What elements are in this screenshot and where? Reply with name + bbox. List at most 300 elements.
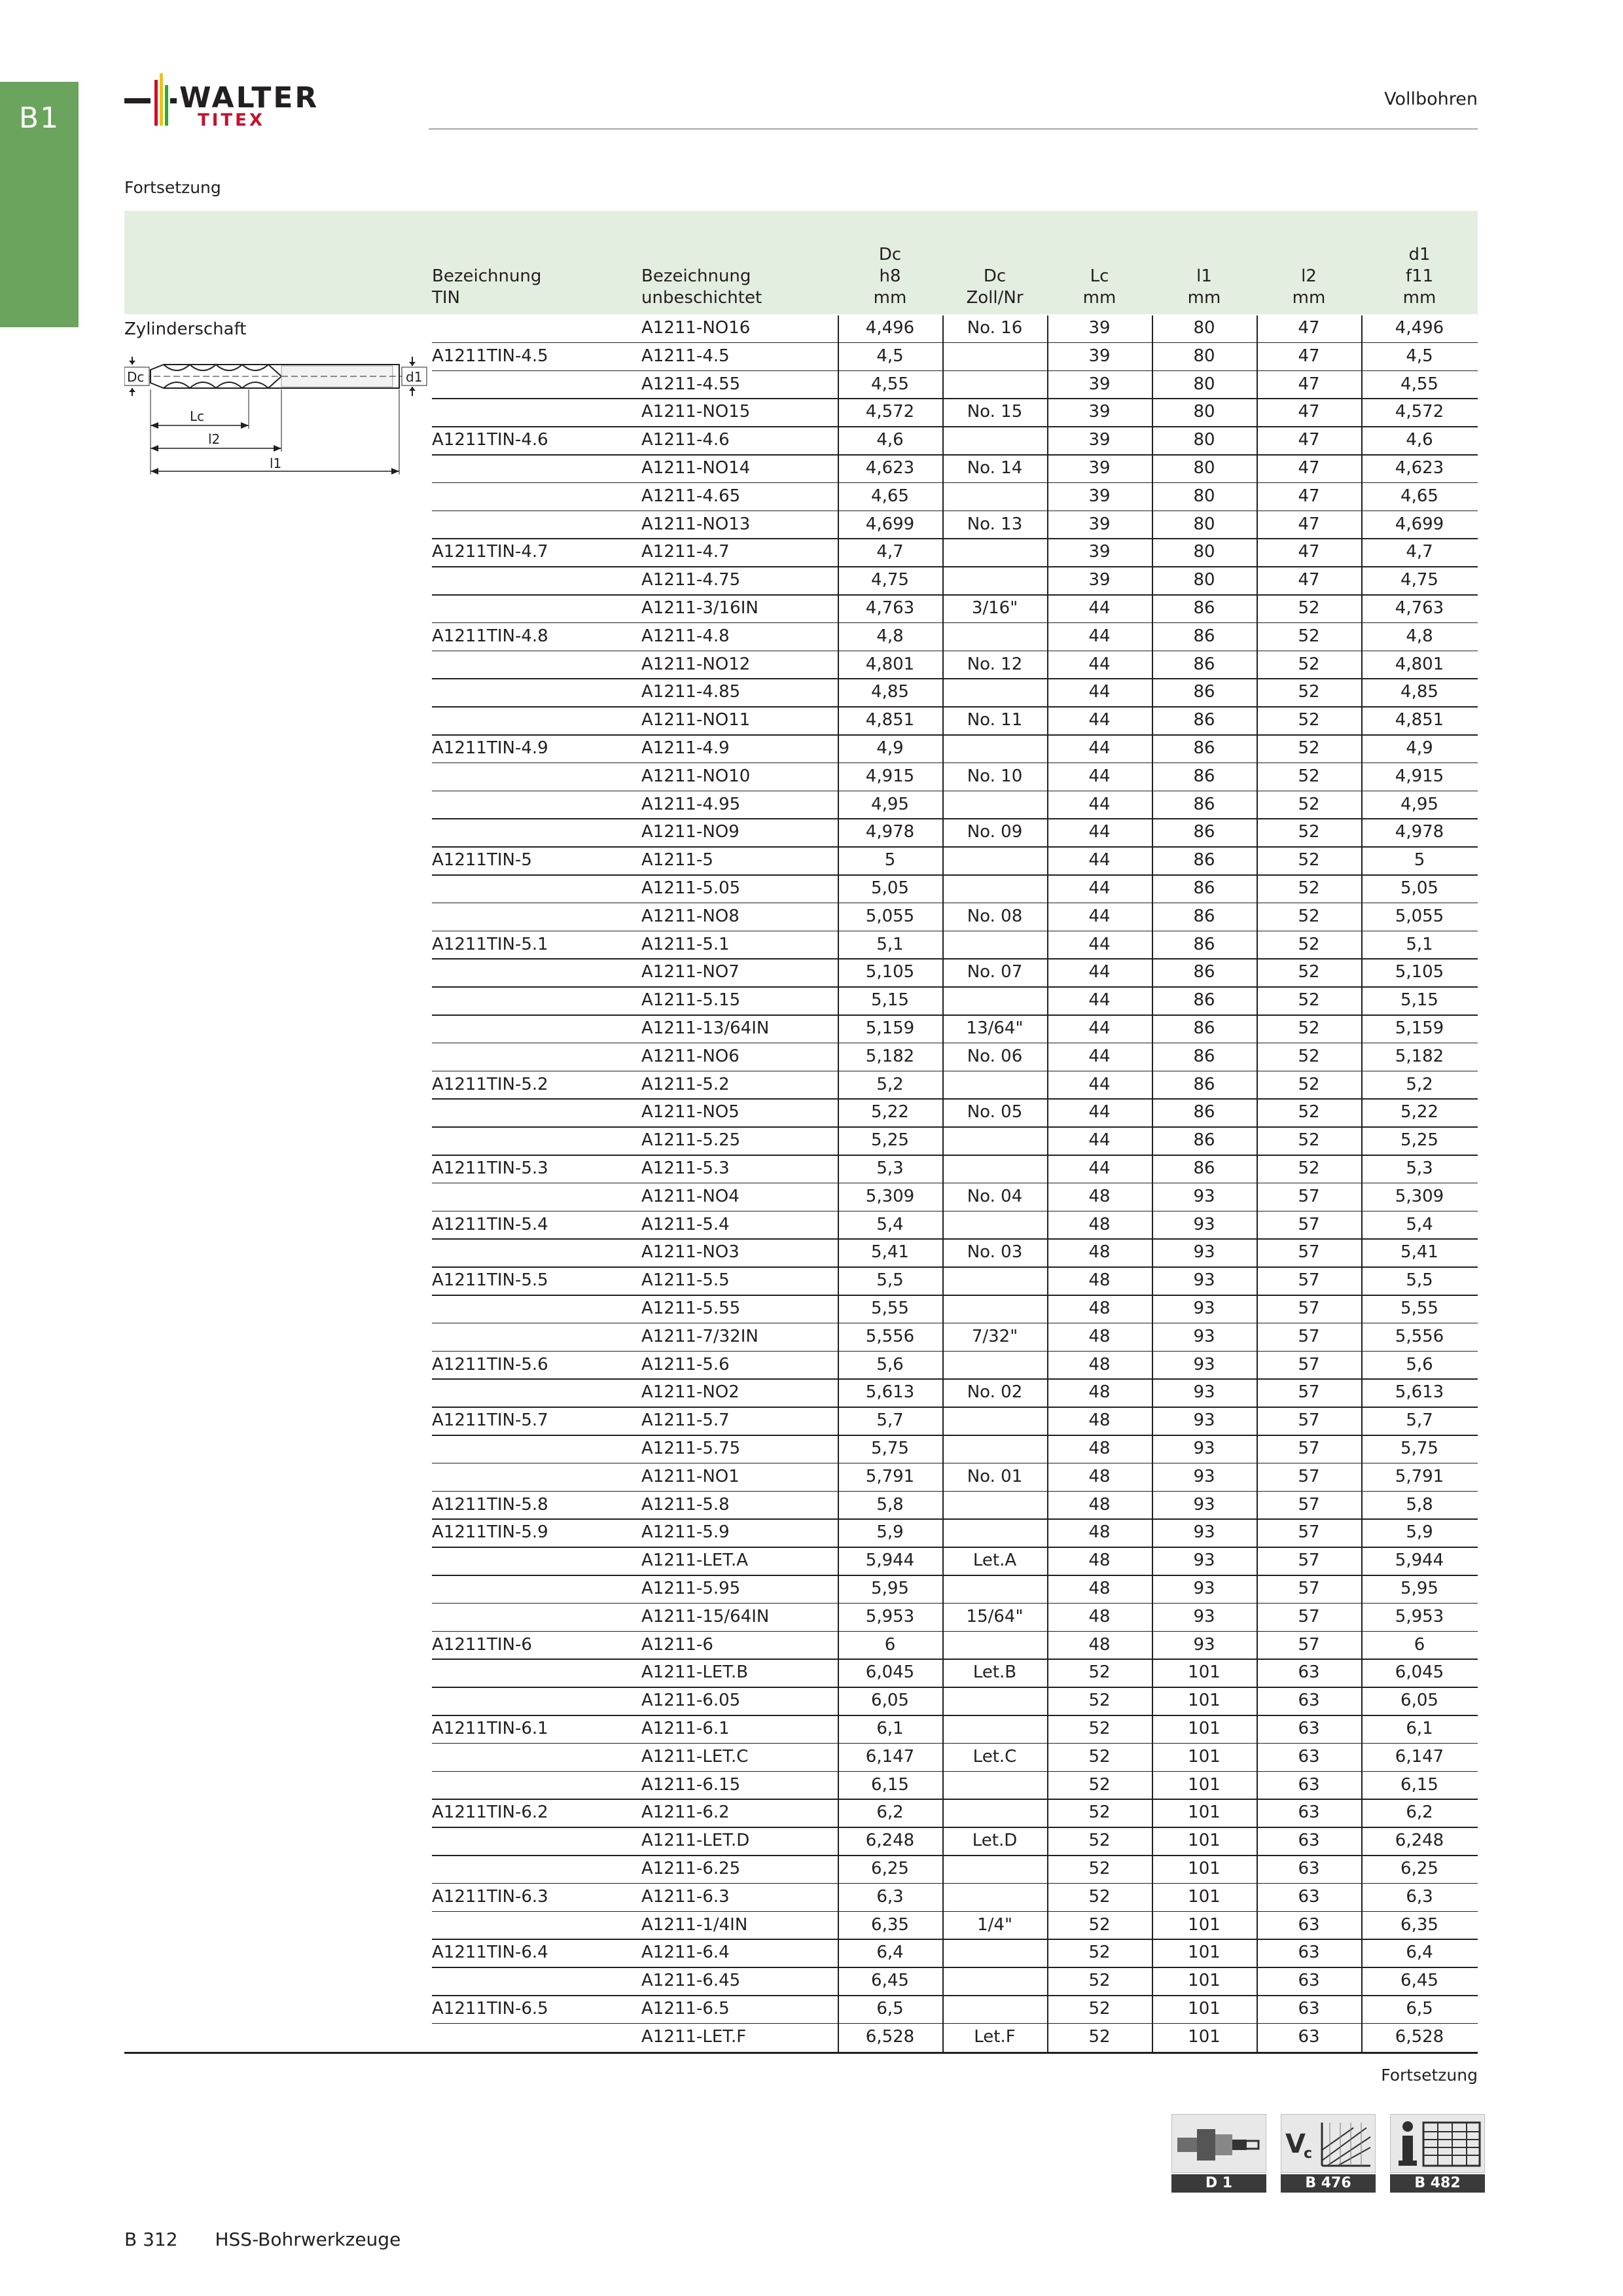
cell-lc: 52 <box>1088 1859 1111 1878</box>
row-rule <box>432 1631 1478 1632</box>
table-row <box>124 1351 1478 1379</box>
cell-dc-h8: 4,572 <box>865 402 915 422</box>
row-rule <box>432 678 1478 679</box>
cell-tin <box>432 1295 628 1322</box>
drawing-label-dc: Dc <box>127 369 145 385</box>
table-row <box>124 398 1478 426</box>
cell-uncoated: A1211-6.4 <box>641 1943 730 1963</box>
table-row <box>124 1378 1478 1407</box>
header-l2: l2 mm <box>1292 266 1326 308</box>
cell-l1: 80 <box>1193 570 1215 590</box>
row-rule <box>432 1463 1478 1464</box>
cell-dc-zoll <box>942 1295 1047 1322</box>
drawing-label-d1: d1 <box>406 369 423 385</box>
cell-l1: 80 <box>1193 346 1215 366</box>
cell-l1: 93 <box>1193 1382 1215 1403</box>
row-rule <box>432 1014 1478 1016</box>
cell-d1-f11: 5,791 <box>1395 1466 1444 1486</box>
cell-uncoated: A1211-5.95 <box>641 1579 741 1598</box>
cell-lc: 52 <box>1088 1774 1111 1795</box>
cell-d1-f11: 5,55 <box>1400 1299 1438 1318</box>
cell-l2: 52 <box>1298 1018 1320 1038</box>
cell-dc-zoll <box>942 1126 1047 1154</box>
cell-l1: 101 <box>1188 1831 1221 1851</box>
cell-dc-h8: 5,5 <box>876 1270 904 1291</box>
cell-uncoated: A1211-5.8 <box>641 1494 730 1515</box>
row-rule <box>432 622 1478 624</box>
cell-lc: 48 <box>1088 1214 1111 1234</box>
reference-label: B 482 <box>1390 2174 1485 2193</box>
cell-l1: 93 <box>1193 1466 1215 1486</box>
table-row <box>124 1491 1478 1519</box>
cell-dc-h8: 4,55 <box>871 374 909 394</box>
cell-d1-f11: 5,8 <box>1406 1494 1433 1515</box>
cell-lc: 44 <box>1088 626 1111 646</box>
cell-l2: 52 <box>1298 906 1320 926</box>
cell-lc: 39 <box>1088 458 1111 478</box>
cell-d1-f11: 5,182 <box>1395 1046 1444 1066</box>
cell-tin <box>432 678 628 706</box>
cell-dc-h8: 6 <box>884 1634 896 1655</box>
table-row <box>124 1603 1478 1631</box>
cell-tin <box>432 1323 628 1350</box>
cell-tin <box>432 791 628 818</box>
cell-lc: 48 <box>1088 1522 1111 1543</box>
cell-l1: 86 <box>1193 766 1215 786</box>
table-row <box>124 706 1478 734</box>
row-rule <box>432 1659 1478 1660</box>
cell-l1: 101 <box>1188 1774 1221 1795</box>
cell-tin <box>432 594 628 622</box>
cell-d1-f11: 6,045 <box>1395 1662 1444 1683</box>
cell-dc-h8: 6,25 <box>871 1859 909 1878</box>
cell-lc: 44 <box>1088 990 1111 1011</box>
table-row <box>124 1295 1478 1323</box>
cell-lc: 48 <box>1088 1299 1111 1318</box>
row-rule <box>432 1518 1478 1520</box>
cell-d1-f11: 5,105 <box>1395 962 1444 982</box>
cell-lc: 52 <box>1088 1999 1111 2018</box>
cell-lc: 44 <box>1088 822 1111 842</box>
cell-tin <box>432 2023 628 2051</box>
cell-dc-zoll <box>942 1518 1047 1546</box>
cell-l2: 57 <box>1298 1606 1320 1626</box>
chapter-tab-label: B1 <box>18 101 60 135</box>
cell-lc: 39 <box>1088 486 1111 506</box>
cell-tin <box>432 1547 628 1574</box>
cell-tin: A1211TIN-5.8 <box>432 1494 548 1515</box>
table-row <box>124 1098 1478 1126</box>
cell-lc: 52 <box>1088 1719 1111 1738</box>
row-rule <box>432 1911 1478 1912</box>
cell-l2: 57 <box>1298 1326 1320 1346</box>
cell-uncoated: A1211-5.1 <box>641 934 730 954</box>
cell-dc-h8: 5,3 <box>876 1158 904 1178</box>
cell-dc-h8: 4,978 <box>865 822 915 842</box>
cell-d1-f11: 5,25 <box>1400 1130 1438 1151</box>
reference-link-b476[interactable] <box>1281 2114 1376 2193</box>
cell-l2: 63 <box>1298 2026 1320 2047</box>
cell-uncoated: A1211-5.2 <box>641 1074 730 1094</box>
cell-uncoated: A1211-5.55 <box>641 1299 741 1318</box>
cell-uncoated: A1211-6.1 <box>641 1719 730 1738</box>
cell-dc-zoll: 1/4" <box>977 1914 1012 1935</box>
cell-dc-zoll <box>942 1407 1047 1434</box>
cell-l1: 80 <box>1193 514 1215 534</box>
cell-dc-zoll <box>942 370 1047 398</box>
cell-uncoated: A1211-6.45 <box>641 1971 741 1991</box>
cell-dc-h8: 4,65 <box>871 486 909 506</box>
cell-tin: A1211TIN-5 <box>432 850 532 870</box>
cell-dc-h8: 4,699 <box>865 514 915 534</box>
cell-d1-f11: 6,3 <box>1406 1886 1433 1907</box>
cell-dc-zoll <box>942 1855 1047 1882</box>
cell-l1: 86 <box>1193 1102 1215 1122</box>
cell-lc: 48 <box>1088 1551 1111 1571</box>
cell-lc: 44 <box>1088 766 1111 786</box>
cell-dc-h8: 6,5 <box>876 1999 904 2018</box>
cell-l1: 93 <box>1193 1634 1215 1655</box>
cell-tin <box>432 314 628 342</box>
drawing-label-l1: l1 <box>270 456 282 471</box>
cell-lc: 39 <box>1088 542 1111 562</box>
cell-uncoated: A1211-NO2 <box>641 1382 740 1403</box>
cell-dc-h8: 4,801 <box>865 654 915 674</box>
cell-tin <box>432 1463 628 1490</box>
table-row <box>124 1323 1478 1351</box>
cell-d1-f11: 5,3 <box>1406 1158 1433 1178</box>
cell-l2: 47 <box>1298 402 1320 422</box>
cell-l2: 57 <box>1298 1466 1320 1486</box>
cell-d1-f11: 4,95 <box>1400 794 1438 814</box>
cell-l1: 80 <box>1193 542 1215 562</box>
cell-uncoated: A1211-5.05 <box>641 878 741 898</box>
row-rule <box>432 1295 1478 1296</box>
row-rule <box>432 1071 1478 1072</box>
cell-tin: A1211TIN-4.7 <box>432 542 548 562</box>
cell-l2: 57 <box>1298 1214 1320 1234</box>
column-divider <box>1361 315 1363 2053</box>
table-row <box>124 1183 1478 1211</box>
cell-l2: 52 <box>1298 878 1320 898</box>
cell-l2: 52 <box>1298 766 1320 786</box>
cell-uncoated: A1211-4.55 <box>641 374 741 394</box>
cell-uncoated: A1211-NO7 <box>641 962 740 982</box>
cell-uncoated: A1211-15/64IN <box>641 1606 770 1626</box>
cell-dc-zoll <box>942 1155 1047 1182</box>
cell-lc: 39 <box>1088 570 1111 590</box>
cell-dc-h8: 5,1 <box>876 934 904 954</box>
table-row <box>124 1883 1478 1911</box>
row-rule <box>432 1715 1478 1716</box>
cell-tin <box>432 398 628 425</box>
row-rule <box>432 1323 1478 1324</box>
cell-dc-zoll <box>942 538 1047 565</box>
cell-uncoated: A1211-4.6 <box>641 430 730 450</box>
row-rule <box>432 342 1478 344</box>
cell-l2: 52 <box>1298 934 1320 954</box>
reference-label: B 476 <box>1281 2174 1376 2193</box>
cell-dc-h8: 5,159 <box>865 1018 915 1038</box>
header-d1-f11: d1 f11 mm <box>1402 245 1436 308</box>
cell-d1-f11: 4,572 <box>1395 402 1444 422</box>
cell-l2: 47 <box>1298 486 1320 506</box>
cell-d1-f11: 5,15 <box>1400 990 1438 1011</box>
row-rule <box>432 818 1478 819</box>
cell-dc-h8: 5,791 <box>865 1466 915 1486</box>
cell-dc-h8: 4,6 <box>876 430 904 450</box>
cell-dc-h8: 5,15 <box>871 990 909 1011</box>
reference-link-b482[interactable] <box>1390 2114 1485 2193</box>
cell-dc-h8: 5,95 <box>871 1579 909 1598</box>
cell-tin: A1211TIN-5.4 <box>432 1214 548 1234</box>
cell-d1-f11: 5,95 <box>1400 1579 1438 1598</box>
row-rule <box>432 706 1478 708</box>
cell-l2: 63 <box>1298 1662 1320 1683</box>
cell-d1-f11: 6,15 <box>1400 1774 1438 1795</box>
cell-l1: 101 <box>1188 1691 1221 1711</box>
cell-dc-h8: 4,95 <box>871 794 909 814</box>
cell-l2: 52 <box>1298 682 1320 702</box>
cell-lc: 44 <box>1088 934 1111 954</box>
header-tin: Bezeichnung TIN <box>432 266 542 308</box>
cell-dc-zoll <box>942 482 1047 510</box>
cell-dc-zoll <box>942 791 1047 818</box>
logo-brand-text: WALTER <box>179 81 319 115</box>
table-row <box>124 1435 1478 1463</box>
cell-dc-zoll <box>942 846 1047 874</box>
cell-l1: 93 <box>1193 1551 1215 1571</box>
cell-uncoated: A1211-6.05 <box>641 1691 741 1711</box>
cell-l2: 47 <box>1298 430 1320 450</box>
row-rule <box>432 1827 1478 1828</box>
cell-dc-zoll: Let.D <box>972 1831 1018 1851</box>
info-table-icon <box>1390 2114 1485 2173</box>
cell-uncoated: A1211-LET.B <box>641 1662 749 1683</box>
cell-dc-zoll: No. 12 <box>967 654 1023 674</box>
table-row <box>124 1155 1478 1183</box>
cell-tin <box>432 1043 628 1070</box>
cell-l2: 63 <box>1298 1746 1320 1767</box>
cell-uncoated: A1211-4.75 <box>641 570 741 590</box>
cell-dc-zoll <box>942 986 1047 1014</box>
cell-tin <box>432 958 628 986</box>
cell-dc-zoll <box>942 342 1047 370</box>
cell-uncoated: A1211-6.25 <box>641 1859 741 1878</box>
cell-dc-h8: 5,6 <box>876 1354 904 1374</box>
cell-tin <box>432 1014 628 1042</box>
cell-lc: 44 <box>1088 850 1111 870</box>
cell-d1-f11: 5,309 <box>1395 1186 1444 1206</box>
cell-lc: 48 <box>1088 1410 1111 1431</box>
cell-uncoated: A1211-13/64IN <box>641 1018 770 1038</box>
cell-lc: 48 <box>1088 1634 1111 1655</box>
cell-uncoated: A1211-5.15 <box>641 990 741 1011</box>
cell-l1: 86 <box>1193 850 1215 870</box>
cell-tin <box>432 1098 628 1126</box>
table-header <box>124 211 1478 314</box>
cell-dc-h8: 4,7 <box>876 542 904 562</box>
cell-dc-zoll: Let.C <box>972 1746 1017 1767</box>
cell-lc: 48 <box>1088 1466 1111 1486</box>
cell-dc-h8: 5,613 <box>865 1382 915 1403</box>
walter-titex-logo <box>124 60 399 132</box>
table-row <box>124 1771 1478 1799</box>
footer-title: HSS-Bohrwerkzeuge <box>215 2229 401 2250</box>
cell-dc-h8: 5,8 <box>876 1494 904 1515</box>
cell-l1: 93 <box>1193 1270 1215 1291</box>
cell-tin <box>432 1603 628 1630</box>
cell-l2: 57 <box>1298 1270 1320 1291</box>
row-rule <box>432 1266 1478 1268</box>
row-rule <box>432 1043 1478 1044</box>
table-row <box>124 762 1478 791</box>
cell-dc-h8: 6,248 <box>865 1831 915 1851</box>
table-row <box>124 342 1478 370</box>
cell-lc: 44 <box>1088 878 1111 898</box>
cell-l1: 93 <box>1193 1410 1215 1431</box>
cell-dc-h8: 5,944 <box>865 1551 915 1571</box>
table-row <box>124 874 1478 903</box>
cell-dc-h8: 5,556 <box>865 1326 915 1346</box>
column-divider <box>838 315 839 2053</box>
cell-d1-f11: 5,5 <box>1406 1270 1433 1291</box>
table-row <box>124 1547 1478 1575</box>
cell-l2: 63 <box>1298 1831 1320 1851</box>
drawing-label-l2: l2 <box>208 431 221 447</box>
cell-uncoated: A1211-NO13 <box>641 514 751 534</box>
column-divider <box>942 315 944 2053</box>
cell-tin <box>432 1126 628 1154</box>
cell-l1: 101 <box>1188 1943 1221 1963</box>
cell-uncoated: A1211-5.9 <box>641 1522 730 1543</box>
cell-tin <box>432 566 628 594</box>
cell-uncoated: A1211-4.65 <box>641 486 741 506</box>
cell-d1-f11: 6,1 <box>1406 1719 1433 1738</box>
cell-l1: 101 <box>1188 1859 1221 1878</box>
cell-uncoated: A1211-LET.F <box>641 2026 747 2047</box>
row-rule <box>432 426 1478 427</box>
table-row <box>124 1911 1478 1939</box>
cell-dc-zoll: No. 13 <box>967 514 1023 534</box>
cell-l1: 101 <box>1188 1719 1221 1738</box>
cell-dc-zoll: Let.F <box>974 2026 1016 2047</box>
cell-lc: 52 <box>1088 1803 1111 1823</box>
header-l1: l1 mm <box>1187 266 1221 308</box>
cell-l2: 52 <box>1298 962 1320 982</box>
cell-tin <box>432 1771 628 1799</box>
cell-dc-zoll: 15/64" <box>966 1606 1024 1626</box>
cell-lc: 52 <box>1088 1662 1111 1683</box>
table-row <box>124 931 1478 959</box>
cell-uncoated: A1211-4.95 <box>641 794 741 814</box>
table-row <box>124 594 1478 622</box>
cell-l2: 63 <box>1298 1774 1320 1795</box>
cell-lc: 39 <box>1088 430 1111 450</box>
cell-l2: 52 <box>1298 850 1320 870</box>
cell-uncoated: A1211-6.3 <box>641 1886 730 1907</box>
chapter-tab <box>0 82 79 327</box>
cell-tin: A1211TIN-6 <box>432 1634 532 1655</box>
cell-l2: 63 <box>1298 1691 1320 1711</box>
cell-uncoated: A1211-5.5 <box>641 1270 730 1291</box>
cell-dc-zoll <box>942 678 1047 706</box>
cell-uncoated: A1211-NO14 <box>641 458 751 478</box>
cell-uncoated: A1211-6 <box>641 1634 713 1655</box>
cell-uncoated: A1211-NO4 <box>641 1186 740 1206</box>
cell-dc-zoll <box>942 874 1047 902</box>
cell-uncoated: A1211-5.3 <box>641 1158 730 1178</box>
cell-dc-zoll: No. 11 <box>967 710 1023 730</box>
table-row <box>124 1014 1478 1043</box>
row-rule <box>432 1855 1478 1856</box>
cell-l2: 47 <box>1298 570 1320 590</box>
row-rule <box>432 1743 1478 1744</box>
cell-lc: 44 <box>1088 1102 1111 1122</box>
cell-lc: 52 <box>1088 1831 1111 1851</box>
cell-dc-zoll: No. 07 <box>967 962 1023 982</box>
cell-uncoated: A1211-LET.A <box>641 1551 749 1571</box>
reference-link-d1[interactable] <box>1171 2114 1266 2193</box>
cell-uncoated: A1211-5.7 <box>641 1410 730 1431</box>
cell-dc-zoll: No. 01 <box>967 1466 1023 1486</box>
cell-l1: 86 <box>1193 822 1215 842</box>
cell-l2: 57 <box>1298 1299 1320 1318</box>
continuation-top: Fortsetzung <box>124 178 221 197</box>
table-row <box>124 678 1478 706</box>
cell-dc-zoll <box>942 1266 1047 1294</box>
row-rule <box>432 2023 1478 2024</box>
cell-dc-h8: 5,9 <box>876 1522 904 1543</box>
cell-dc-zoll <box>942 1715 1047 1742</box>
cell-dc-zoll <box>942 1995 1047 2022</box>
row-rule <box>432 1238 1478 1240</box>
table-row <box>124 1631 1478 1659</box>
table-row <box>124 818 1478 846</box>
row-rule <box>432 511 1478 512</box>
cell-uncoated: A1211-5.6 <box>641 1354 730 1374</box>
row-rule <box>432 1603 1478 1604</box>
row-rule <box>432 1211 1478 1212</box>
row-rule <box>432 1183 1478 1184</box>
cell-d1-f11: 4,65 <box>1400 486 1438 506</box>
cell-uncoated: A1211-LET.D <box>641 1831 750 1851</box>
cell-uncoated: A1211-NO16 <box>641 318 751 338</box>
cell-lc: 44 <box>1088 1018 1111 1038</box>
table-row <box>124 903 1478 931</box>
header-dc-h8: Dc h8 mm <box>873 245 907 308</box>
cell-dc-zoll: No. 03 <box>967 1242 1023 1263</box>
page-number: B 312 <box>124 2229 178 2250</box>
row-rule <box>432 454 1478 456</box>
cell-l1: 86 <box>1193 654 1215 674</box>
cell-uncoated: A1211-NO12 <box>641 654 751 674</box>
cell-dc-h8: 4,5 <box>876 346 904 366</box>
cell-dc-zoll: 7/32" <box>971 1326 1018 1346</box>
cell-dc-h8: 5,75 <box>871 1439 909 1458</box>
row-rule <box>432 1799 1478 1800</box>
cell-l1: 86 <box>1193 598 1215 618</box>
cell-l1: 86 <box>1193 1158 1215 1178</box>
cell-tin <box>432 818 628 846</box>
table-row <box>124 1518 1478 1547</box>
cell-l2: 63 <box>1298 1719 1320 1738</box>
cell-dc-zoll <box>942 1351 1047 1378</box>
cell-l2: 63 <box>1298 1859 1320 1878</box>
row-rule <box>432 1575 1478 1576</box>
table-row <box>124 370 1478 399</box>
table-row <box>124 1995 1478 2023</box>
